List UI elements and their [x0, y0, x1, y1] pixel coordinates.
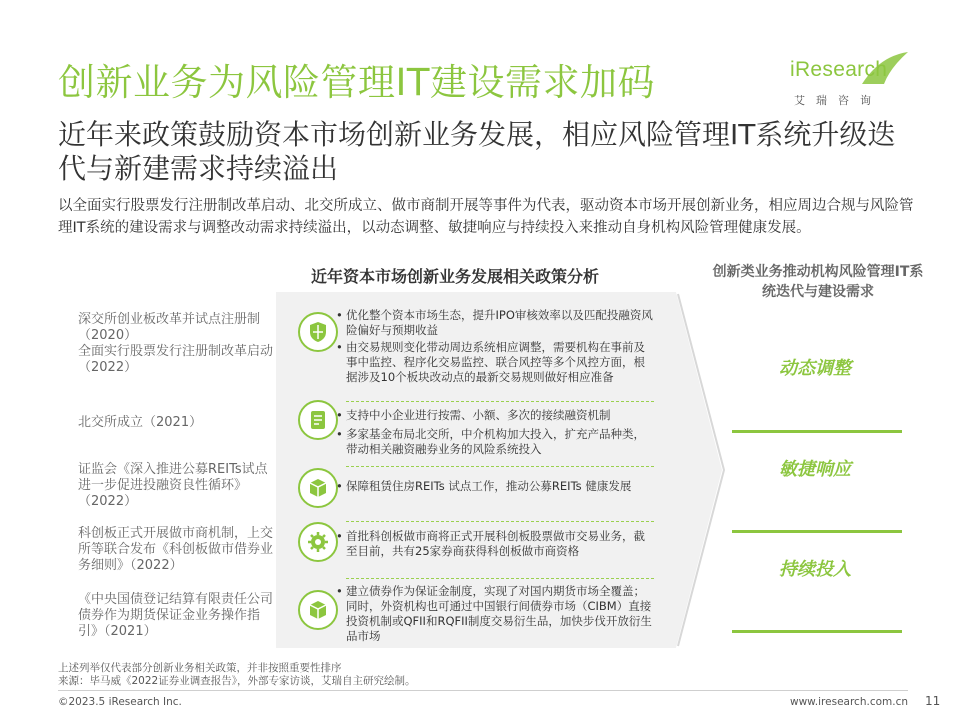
document-icon: [298, 400, 338, 440]
page-subtitle: 近年来政策鼓励资本市场创新业务发展，相应风险管理IT系统升级迭代与新建需求持续溢出: [58, 118, 896, 185]
separator: [346, 521, 654, 522]
package-icon: [298, 590, 338, 630]
response-invest: 持续投入: [779, 559, 851, 580]
policy-item-bse: 北交所成立（2021）: [78, 415, 203, 430]
website-link[interactable]: www.iresearch.com.cn: [790, 696, 909, 708]
package-icon: [298, 468, 338, 508]
bullet-trading-rules: • 由交易规则变化带动周边系统相应调整，需要机构在事前及事中监控、程序化交易监控、联合风控等多个风控方面，根据涉及10个板块改动点的最新交易规则做好相应准备: [346, 340, 656, 385]
iresearch-logo: [790, 50, 915, 110]
bullet-bond-margin: • 建立债券作为保证金制度，实现了对国内期货市场全覆盖；同时，外资机构也可通过中国银行间债券市场（CIBM）直接投资机制或QFII和RQFII制度交易衍生品，加快步伐开放衍生品市场: [346, 584, 656, 644]
policy-item-market-maker: 科创板正式开展做市商机制，上交所等联合发布《科创板做市借券业务细则》（2022）: [78, 526, 274, 573]
footnote: 上述列举仅代表部分创新业务相关政策，并非按照重要性排序: [58, 662, 342, 674]
bullet-fund-layout: • 多家基金布局北交所，中介机构加大投入，扩充产品种类，带动相关融资融券业务的风险系统投入: [346, 427, 656, 457]
source-note: 来源：毕马威《2022证券业调查报告》，外部专家访谈，艾瑞自主研究绘制。: [58, 675, 416, 687]
footer-divider: [58, 690, 908, 691]
right-section-title: 创新类业务推动机构风险管理IT系统迭代与建设需求: [712, 264, 924, 300]
page-title: 创新业务为风险管理IT建设需求加码: [58, 61, 656, 104]
logo-subtext: 艾瑞咨询: [794, 94, 882, 107]
policy-item-registration: 深交所创业板改革并试点注册制（2020） 全面实行股票发行注册制改革启动（2022）: [78, 312, 274, 375]
logo-text: iResearch: [790, 58, 888, 81]
divider: [732, 530, 902, 533]
bullet-sme-financing: • 支持中小企业进行按需、小额、多次的接续融资机制: [346, 408, 656, 423]
page-number: 11: [925, 694, 941, 708]
gear-icon: [298, 522, 338, 562]
policy-item-bond-margin: 《中央国债登记结算有限责任公司债券作为期货保证金业务操作指引》（2021）: [78, 592, 274, 639]
bullet-reits: • 保障租赁住房REITs 试点工作，推动公募REITs 健康发展: [346, 479, 656, 494]
response-agile: 敏捷响应: [779, 459, 851, 480]
policy-item-reits: 证监会《深入推进公募REITs试点进一步促进投融资良性循环》（2022）: [78, 462, 268, 509]
intro-paragraph: 以全面实行股票发行注册制改革启动、北交所成立、做市商制开展等事件为代表，驱动资本市场开展创新业务，相应周边合规与风险管理IT系统的建设需求与调整改动需求持续溢出，以动态调整、敏捷响应与持续投入来推动自身机构风险管理健康发展。: [58, 198, 914, 236]
bullet-ipo-efficiency: • 优化整个资本市场生态，提升IPO审核效率以及匹配投融资风险偏好与预期收益: [346, 308, 656, 338]
response-dynamic-adjust: 动态调整: [779, 358, 851, 379]
bullet-market-maker: • 首批科创板做市商将正式开展科创板股票做市交易业务，截至目前，共有25家券商获得科创板做市商资格: [346, 529, 656, 559]
separator: [346, 466, 654, 467]
separator: [346, 401, 654, 402]
copyright: ©2023.5 iResearch Inc.: [58, 696, 182, 708]
shield-icon: [298, 312, 338, 352]
divider: [732, 630, 902, 633]
separator: [346, 578, 654, 579]
divider: [732, 430, 902, 433]
center-section-title: 近年资本市场创新业务发展相关政策分析: [310, 267, 599, 286]
